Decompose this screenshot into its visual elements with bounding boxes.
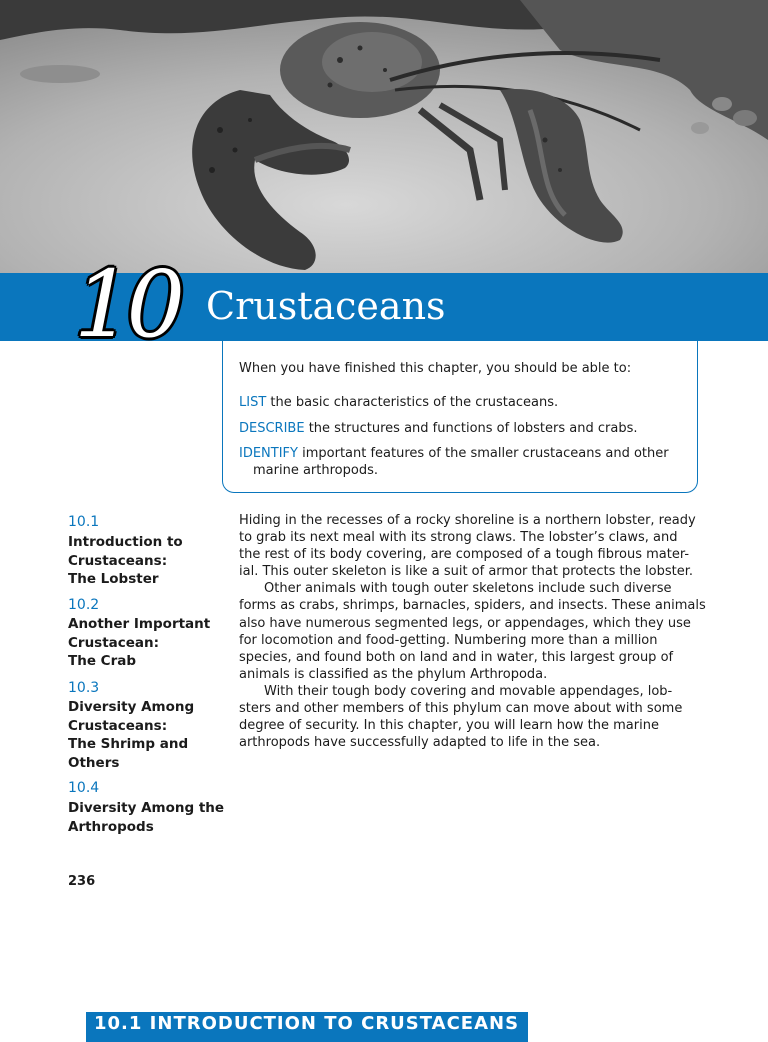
section-title-line: The Shrimp and	[68, 736, 189, 752]
section-title-line: Another Important	[68, 616, 211, 632]
section-title-line: Crustacean:	[68, 634, 160, 651]
section-title	[68, 533, 228, 589]
section-heading-text: 10.1 INTRODUCTION TO CRUSTACEANS	[94, 1013, 520, 1034]
section-title	[68, 698, 228, 772]
section-title-line: Others	[68, 754, 120, 771]
page-number: 236	[68, 874, 96, 889]
body-line: sters and other members of this phylum can move about with some	[239, 701, 683, 717]
objective-text: important features of the smaller crustaceans and other	[302, 446, 669, 461]
section-title-line: The Lobster	[68, 571, 159, 587]
objectives-intro: When you have finished this chapter, you should be able to:	[239, 361, 632, 376]
body-line: forms as crabs, shrimps, barnacles, spiders, and insects. These animals	[239, 598, 706, 614]
section-title-line: Diversity Among	[68, 699, 195, 715]
body-line: With their tough body covering and movable appendages, lob-	[264, 683, 673, 699]
section-number: 10.4	[68, 780, 100, 796]
chapter-opener-photo	[0, 0, 768, 273]
section-title	[68, 615, 228, 671]
body-line: arthropods have successfully adapted to life in the sea.	[239, 735, 601, 751]
objective-verb: LIST	[239, 395, 267, 410]
body-line: species, and found both on land and in water, this largest group of	[239, 649, 674, 665]
body-line: Other animals with tough outer skeletons include such diverse	[264, 581, 672, 597]
section-title-line: Crustaceans:	[68, 552, 168, 569]
body-line: animals is classified as the phylum Arthropoda.	[239, 666, 548, 682]
section-title	[68, 799, 228, 836]
objective-text-continued: marine arthropods.	[253, 463, 378, 478]
body-line: degree of security. In this chapter, you will learn how the marine	[239, 718, 659, 734]
section-title-line: The Crab	[68, 653, 137, 669]
objective-verb: DESCRIBE	[239, 421, 305, 436]
objective-item	[239, 420, 679, 437]
section-title-line: Introduction to	[68, 534, 183, 550]
objective-text: the structures and functions of lobsters and crabs.	[308, 421, 638, 436]
objective-verb: IDENTIFY	[239, 446, 298, 461]
body-line: for locomotion and food-getting. Numbering more than a million	[239, 632, 658, 648]
section-title-line: Crustaceans:	[68, 717, 168, 734]
objective-item	[239, 394, 679, 411]
body-line: Hiding in the recesses of a rocky shoreline is a northern lobster, ready	[239, 513, 696, 528]
section-number: 10.3	[68, 680, 100, 696]
body-line: to grab its next meal with its strong claws. The lobster’s claws, and	[239, 530, 678, 546]
chapter-title: Crustaceans	[206, 284, 446, 328]
chapter-number: 10	[74, 251, 180, 358]
objective-text: the basic characteristics of the crustaceans.	[270, 395, 559, 410]
section-title-line: Arthropods	[68, 818, 154, 835]
body-line: ial. This outer skeleton is like a suit of armor that protects the lobster.	[239, 564, 693, 580]
section-number: 10.2	[68, 597, 100, 613]
body-line: also have numerous segmented legs, or appendages, which they use	[239, 615, 691, 631]
body-text	[239, 512, 706, 751]
section-number: 10.1	[68, 514, 100, 530]
body-line: the rest of its body covering, are composed of a tough fibrous mater-	[239, 547, 690, 563]
objective-item	[239, 445, 679, 479]
learning-objectives-box	[222, 341, 698, 493]
lobster-illustration	[0, 0, 768, 273]
section-title-line: Diversity Among the	[68, 800, 225, 816]
section-heading-bar	[86, 1012, 528, 1042]
